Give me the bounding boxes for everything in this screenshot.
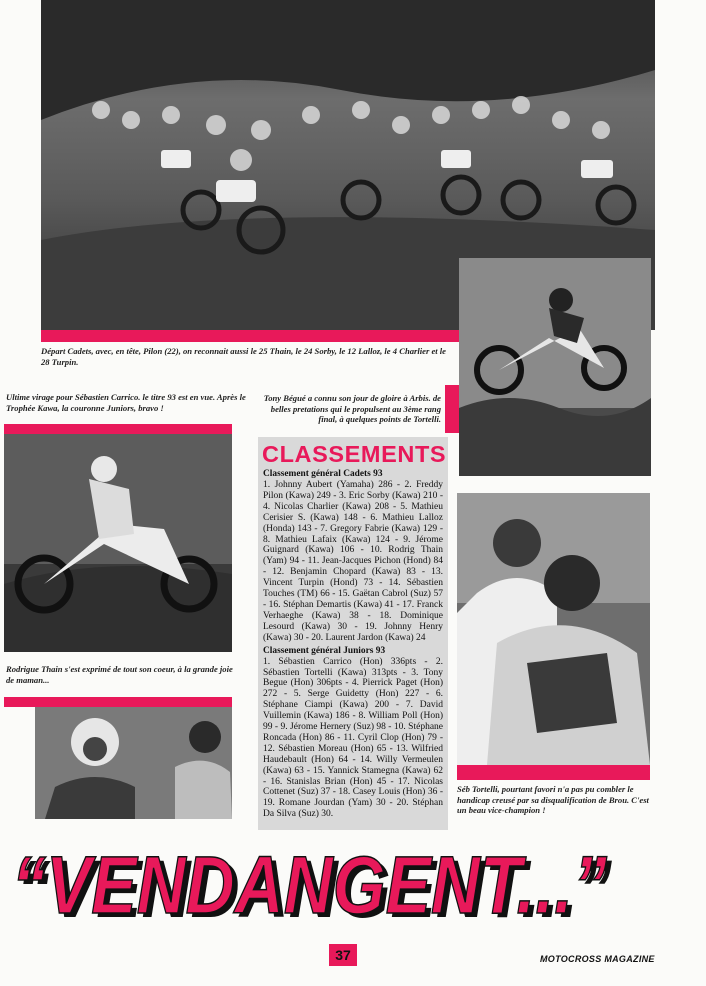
thain-accent-bar — [4, 697, 232, 707]
tortelli-photo — [457, 493, 650, 765]
cadets-results: 1. Johnny Aubert (Yamaha) 286 - 2. Freddy Pilon (Kawa) 249 - 3. Eric Sorby (Kawa) 210 - 4. Nicolas Charlier (Kawa) 208 - 5. Mathieu Cerisier S. (Kawa) 148 - 6. Mathieu Lalloz (Honda) 143 - 7. Gregory Fabrie (Kawa) 129 - 8. Mathieu Lafaix (Kawa) 124 - 9. Jérome Guignard (Kawa) 106 - 10. Rodrig Thain (Yam) 94 - 11. Jean-Jacques Pichon (Hond) 84 - 12. Benjamin Chopard (Kawa) 83 - 13. Vincent Turpin (Hond) 73 - 14. Sébastien Touches (TM) 66 - 15. Gaëtan Cabrol (Suz) 57 - 16. Stéphan Demartis (Kawa) 41 - 17. Franck Verhaeghe (Kawa) 38 - 18. Dominique Lesourd (Kawa) 30 - 19. Johnny Henry (Kawa) 30 - 20. Laurent Jardon (Kawa) 24 — [263, 480, 443, 643]
carrico-caption: Ultime virage pour Sébastien Carrico. le titre 93 est en vue. Après le Trophée Kawa, la couronne Juniors, bravo ! — [6, 392, 246, 413]
main-photo-accent-bar — [41, 330, 459, 342]
classements-box — [258, 437, 448, 830]
tortelli-caption: Séb Tortelli, pourtant favori n'a pas pu combler le handicap creusé par sa disqualification de Brou. C'est un beau vice-champion ! — [457, 784, 649, 815]
carrico-photo — [4, 434, 232, 652]
cadets-heading: Classement général Cadets 93 — [263, 469, 383, 479]
juniors-results: 1. Sébastien Carrico (Hon) 336pts - 2. Sébastien Tortelli (Kawa) 313pts - 3. Tony Begue (Hon) 306pts - 4. Pierrick Paget (Hon) 272 - 5. Serge Guidetty (Hon) 227 - 6. Stéphane Ciampi (Kawa) 200 - 7. David Vuillemin (Kawa) 186 - 8. William Poll (Hon) 99 - 9. Jérome Hernery (Suz) 98 - 10. Stéphane Roncada (Hon) 86 - 11. Cyril Clop (Hon) 79 - 12. Sébastien Moreau (Hon) 65 - 13. Wilfried Haudebault (Hon) 64 - 14. Willy Vermeulen (Kawa) 63 - 15. Yannick Stamegna (Kawa) 62 - 16. Stanislas Brian (Hon) 45 - 17. Nicolas Cottenet (Suz) 37 - 18. Casey Louis (Hon) 36 - 19. Romane Jourdan (Yam) 30 - 20. Stéphan Da Silva (Suz) 30. — [263, 656, 443, 820]
headline-shadow: “VENDANGENT...” — [17, 844, 612, 920]
thain-photo — [35, 707, 232, 819]
page-number: 37 — [329, 944, 357, 966]
jump-photo — [459, 258, 651, 476]
headline-vendangent — [10, 840, 630, 920]
juniors-heading: Classement général Juniors 93 — [263, 645, 386, 656]
tortelli-accent-bar — [457, 765, 650, 780]
thain-caption: Rodrigue Thain s'est exprimé de tout son coeur, à la grande joie de maman... — [6, 664, 233, 685]
magazine-name: MOTOCROSS MAGAZINE — [540, 954, 655, 964]
classements-title: CLASSEMENTS — [262, 441, 447, 467]
main-photo-caption: Départ Cadets, avec, en tête, Pilon (22), on reconnait aussi le 25 Thain, le 24 Sorby, le 12 Lalloz, le 4 Charlier et le 28 Turpin. — [41, 346, 447, 367]
headline-text: “VENDANGENT...” — [12, 840, 607, 920]
begue-caption: Tony Bégué a connu son jour de gloire à Arbis. de belles pretations qui le propulsent au 3ème rang final, à quelques points de Tortelli. — [263, 393, 441, 424]
begue-accent-bar — [445, 385, 459, 433]
carrico-accent-bar — [4, 424, 232, 434]
